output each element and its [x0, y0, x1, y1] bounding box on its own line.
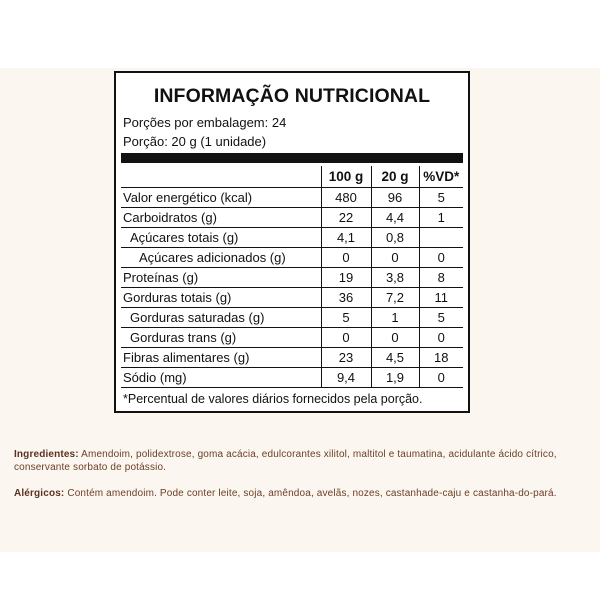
table-row	[121, 348, 463, 368]
value-vd: 5	[419, 308, 463, 328]
nutrition-table	[121, 166, 463, 388]
allergens-text: Contém amendoim. Pode conter leite, soja, amêndoa, avelãs, nozes, castanhade-caju e castanha-do-pará.	[67, 488, 557, 499]
nutrient-name: Gorduras trans (g)	[121, 328, 321, 348]
header-20g: 20 g	[371, 166, 419, 188]
value-100g: 9,4	[321, 368, 371, 388]
ingredients-text: Amendoim, polidextrose, goma acácia, edulcorantes xilitol, maltitol e taumatina, acidulante ácido cítrico, conservante sorbato de potássio.	[14, 449, 557, 473]
value-100g: 36	[321, 288, 371, 308]
ingredients-label: Ingredientes:	[14, 449, 79, 460]
value-20g: 0	[371, 328, 419, 348]
table-row	[121, 248, 463, 268]
value-100g: 480	[321, 188, 371, 208]
value-20g: 4,5	[371, 348, 419, 368]
value-20g: 0	[371, 248, 419, 268]
value-100g: 19	[321, 268, 371, 288]
footnote: *Percentual de valores diários fornecidos pela porção.	[123, 392, 423, 406]
nutrition-facts-label	[114, 71, 470, 413]
value-20g: 3,8	[371, 268, 419, 288]
header-vd: %VD*	[419, 166, 463, 188]
table-row	[121, 308, 463, 328]
value-vd	[419, 228, 463, 248]
value-100g: 0	[321, 248, 371, 268]
table-row	[121, 328, 463, 348]
ingredients-section	[14, 449, 584, 474]
nutrient-name: Valor energético (kcal)	[121, 188, 321, 208]
value-vd: 0	[419, 328, 463, 348]
value-vd: 1	[419, 208, 463, 228]
value-vd: 11	[419, 288, 463, 308]
value-vd: 0	[419, 248, 463, 268]
table-row	[121, 228, 463, 248]
value-vd: 18	[419, 348, 463, 368]
value-100g: 5	[321, 308, 371, 328]
nutrient-name: Gorduras saturadas (g)	[121, 308, 321, 328]
value-20g: 7,2	[371, 288, 419, 308]
value-vd: 0	[419, 368, 463, 388]
value-100g: 22	[321, 208, 371, 228]
nutrient-name: Fibras alimentares (g)	[121, 348, 321, 368]
table-row	[121, 268, 463, 288]
value-vd: 5	[419, 188, 463, 208]
value-100g: 0	[321, 328, 371, 348]
header-100g: 100 g	[321, 166, 371, 188]
table-row	[121, 208, 463, 228]
table-row	[121, 368, 463, 388]
nutrient-name: Carboidratos (g)	[121, 208, 321, 228]
header-empty	[121, 166, 321, 188]
serving-size: Porção: 20 g (1 unidade)	[123, 134, 267, 149]
value-20g: 1	[371, 308, 419, 328]
nutrient-name: Proteínas (g)	[121, 268, 321, 288]
nutrient-name: Açúcares totais (g)	[121, 228, 321, 248]
nutrient-name: Gorduras totais (g)	[121, 288, 321, 308]
allergens-section	[14, 488, 584, 501]
value-100g: 4,1	[321, 228, 371, 248]
value-20g: 96	[371, 188, 419, 208]
nutrient-name: Açúcares adicionados (g)	[121, 248, 321, 268]
table-header-row	[121, 166, 463, 188]
allergens-label: Alérgicos:	[14, 488, 65, 499]
value-20g: 4,4	[371, 208, 419, 228]
value-100g: 23	[321, 348, 371, 368]
table-row	[121, 288, 463, 308]
value-20g: 0,8	[371, 228, 419, 248]
table-row	[121, 188, 463, 208]
thick-divider	[121, 153, 463, 163]
nutrient-name: Sódio (mg)	[121, 368, 321, 388]
servings-per-package: Porções por embalagem: 24	[123, 115, 287, 130]
value-vd: 8	[419, 268, 463, 288]
value-20g: 1,9	[371, 368, 419, 388]
label-title: INFORMAÇÃO NUTRICIONAL	[153, 85, 431, 107]
